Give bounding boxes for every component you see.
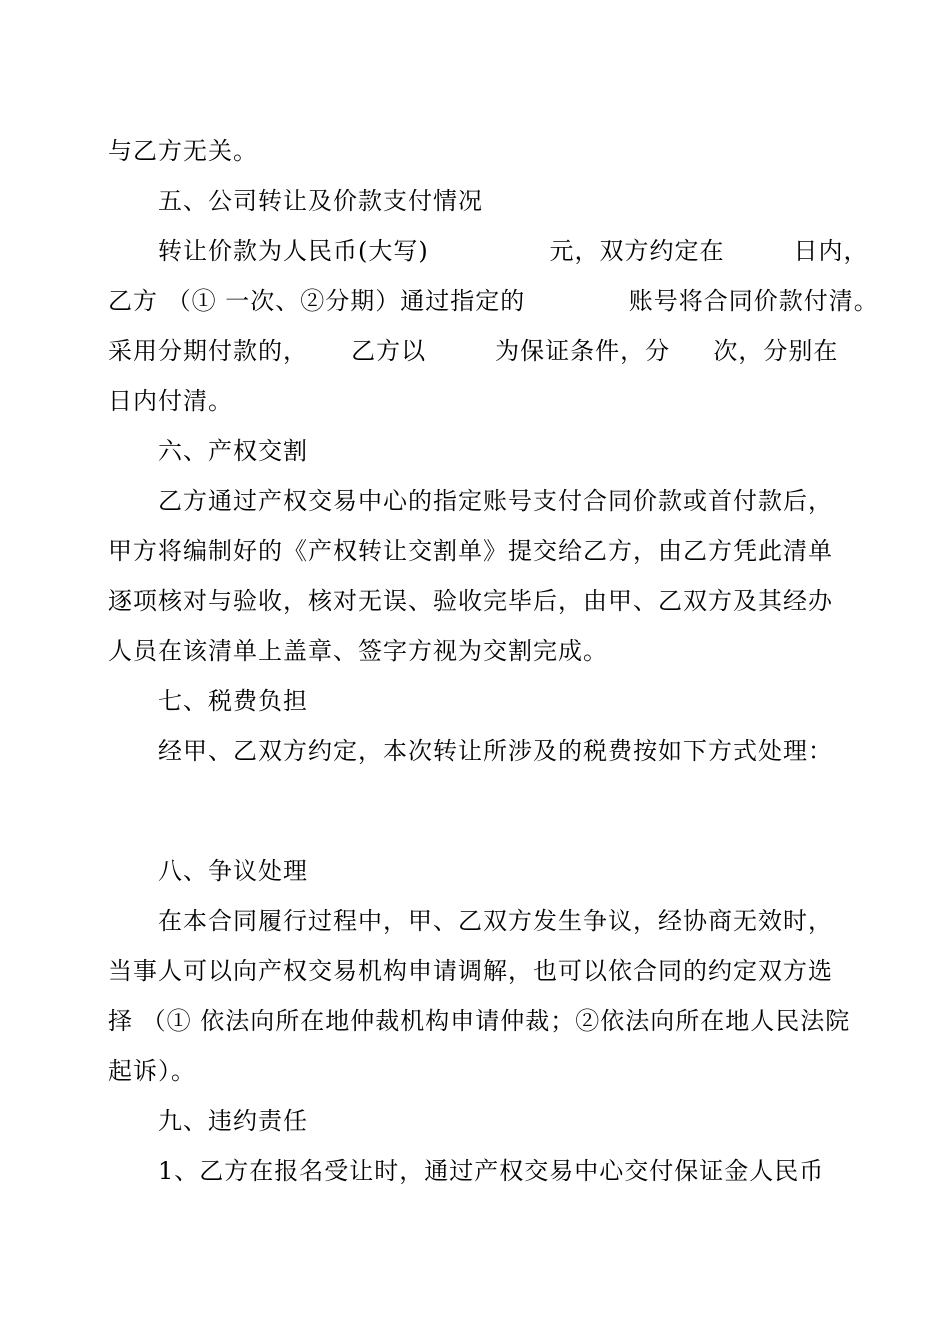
section-heading-6: 六、产权交割 <box>158 437 308 465</box>
text-line: 人员在该清单上盖章、签字方视为交割完成。 <box>108 637 608 665</box>
section-heading-8: 八、争议处理 <box>158 857 308 885</box>
text-line: 逐项核对与验收，核对无误、验收完毕后，由甲、乙双方及其经办 <box>108 587 833 615</box>
text-line: 1、乙方在报名受让时，通过产权交易中心交付保证金人民币 <box>158 1157 825 1185</box>
text-line: 乙方通过产权交易中心的指定账号支付合同价款或首付款后， <box>158 487 833 515</box>
text-line: 起诉）。 <box>108 1057 196 1085</box>
text-line: 在本合同履行过程中，甲、乙双方发生争议，经协商无效时， <box>158 907 833 935</box>
text-line: 当事人可以向产权交易机构申请调解，也可以依合同的约定双方选 <box>108 957 833 985</box>
text-line: 日内付清。 <box>108 387 233 415</box>
section-heading-7: 七、税费负担 <box>158 687 308 715</box>
text-line: 采用分期付款的， 乙方以 为保证条件，分 次，分别在 <box>108 337 839 365</box>
text-line: 择 （① 依法向所在地仲裁机构申请仲裁；②依法向所在地人民法院 <box>108 1007 851 1035</box>
section-heading-9: 九、违约责任 <box>158 1107 308 1135</box>
text-line: 甲方将编制好的《产权转让交割单》提交给乙方，由乙方凭此清单 <box>108 537 833 565</box>
text-line: 与乙方无关。 <box>108 137 258 165</box>
section-heading-5: 五、公司转让及价款支付情况 <box>158 187 483 215</box>
text-line: 乙方 （① 一次、②分期）通过指定的 账号将合同价款付清。 <box>108 287 879 315</box>
text-line: 转让价款为人民币(大写) 元，双方约定在 日内， <box>158 237 869 265</box>
text-line: 经甲、乙双方约定，本次转让所涉及的税费按如下方式处理： <box>158 737 833 765</box>
